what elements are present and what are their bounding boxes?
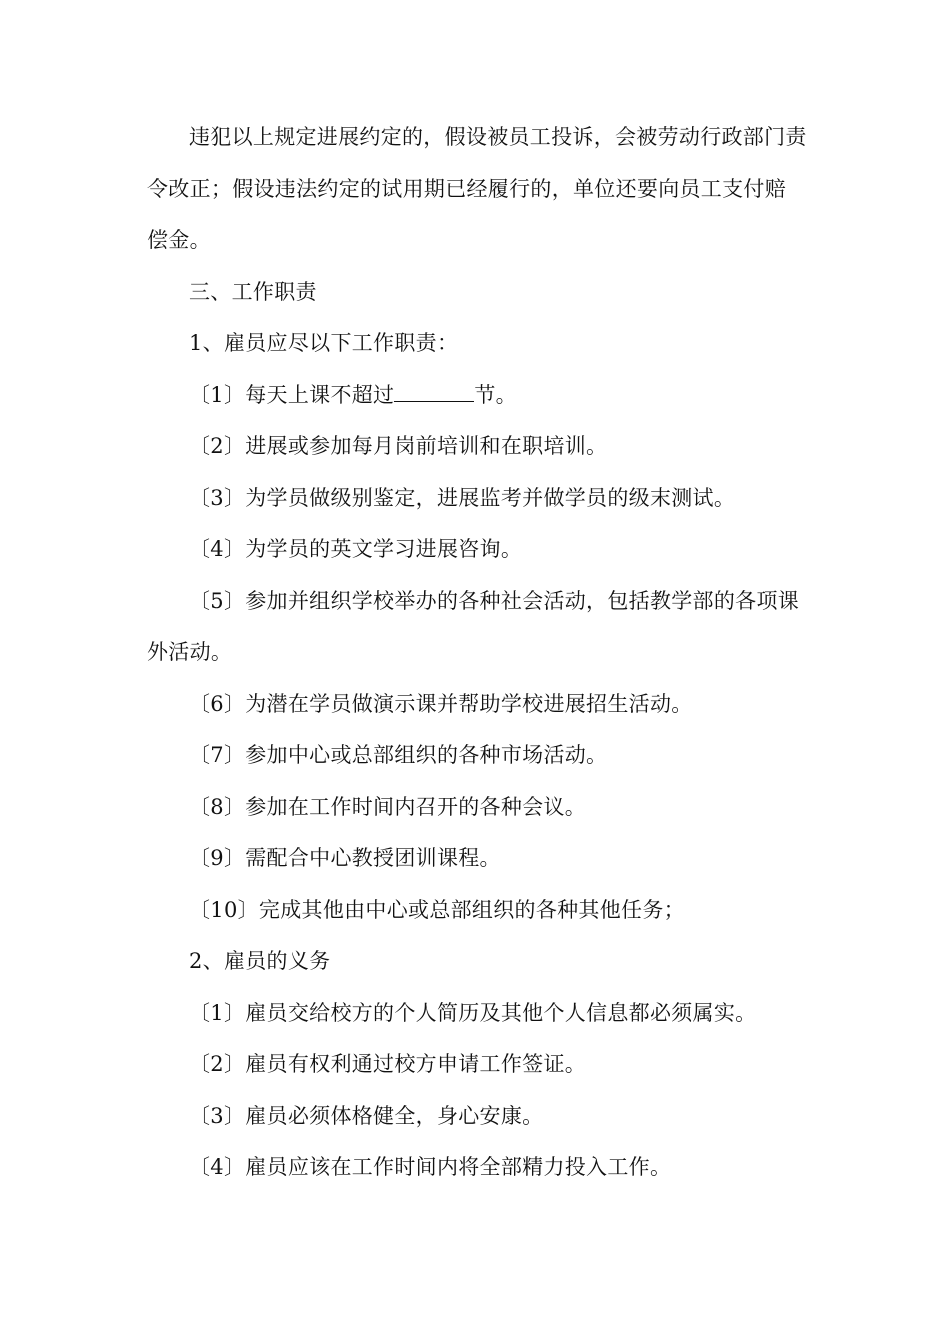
duty-item-1-text: 〔1〕每天上课不超过 bbox=[189, 382, 395, 407]
duty-item-2: 〔2〕进展或参加每月岗前培训和在职培训。 bbox=[189, 434, 608, 458]
duty-item-3: 〔3〕为学员做级别鉴定，进展监考并做学员的级末测试。 bbox=[189, 485, 736, 510]
section-heading-job-duties: 三、工作职责 bbox=[189, 279, 317, 304]
obligation-item-2: 〔2〕雇员有权利通过校方申请工作签证。 bbox=[189, 1052, 587, 1076]
paragraph-trial-period-violation: 违犯以上规定进展约定的，假设被员工投诉，会被劳动行政部门责令改正；假设违法约定的试用期已经履行的，单位还要向员工支付赔偿金。 bbox=[147, 125, 807, 252]
duty-item-7: 〔7〕参加中心或总部组织的各种市场活动。 bbox=[189, 743, 608, 767]
duty-item-9: 〔9〕需配合中心教授团训课程。 bbox=[189, 846, 501, 870]
subheading-employee-duties: 1、雇员应尽以下工作职责： bbox=[189, 331, 459, 355]
duty-item-5: 〔5〕参加并组织学校举办的各种社会活动，包括教学部的各项课外活动。 bbox=[147, 588, 800, 664]
obligation-item-3: 〔3〕雇员必须体格健全，身心安康。 bbox=[189, 1103, 544, 1128]
duty-item-4: 〔4〕为学员的英文学习进展咨询。 bbox=[189, 537, 523, 561]
obligation-item-4: 〔4〕雇员应该在工作时间内将全部精力投入工作。 bbox=[189, 1155, 672, 1179]
duty-item-10: 〔10〕完成其他由中心或总部组织的各种其他任务； bbox=[189, 897, 685, 922]
duty-item-1-suffix: 节。 bbox=[474, 382, 517, 407]
obligation-item-1: 〔1〕雇员交给校方的个人简历及其他个人信息都必须属实。 bbox=[189, 1000, 757, 1025]
duty-item-6: 〔6〕为潜在学员做演示课并帮助学校进展招生活动。 bbox=[189, 691, 693, 716]
duty-item-1 bbox=[147, 370, 807, 422]
duty-item-8: 〔8〕参加在工作时间内召开的各种会议。 bbox=[189, 794, 587, 819]
document-body bbox=[147, 112, 807, 1194]
subheading-employee-obligations: 2、雇员的义务 bbox=[189, 949, 331, 973]
fill-in-blank-line bbox=[394, 383, 474, 402]
